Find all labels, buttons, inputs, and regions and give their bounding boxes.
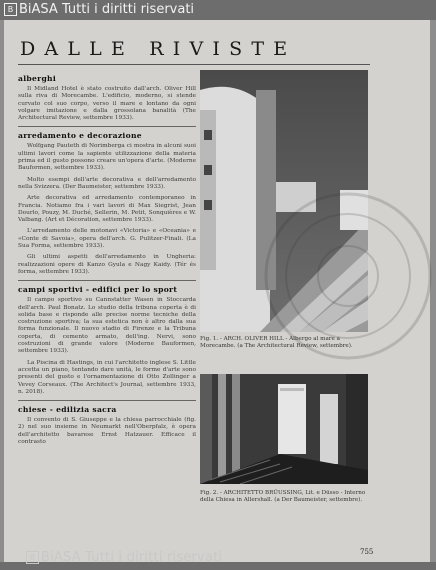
watermark-text: BiASA Tutti i diritti riservati [19,2,195,17]
library-stamp-icon [258,186,436,366]
biasa-logo-icon: B [26,551,39,564]
watermark-banner-top [0,0,436,20]
title-rule [18,64,370,65]
text-column [18,70,196,450]
paragraph: La Piscina di Hastings, in cui l'architetto inglese S. Little accetta un piano, tentando dare unità, le forme d'arte sono presenti del gusto e l'ornamentazione di Otto Zollinger a Vevey Corseaux. (The Architect's Journal, settembre 1933, n. 2018). [18,359,196,395]
figure-2-photo [200,374,368,484]
paragraph: Gli ultimi aspetti dell'arredamento in Ungheria: realizzazioni opere di Kanzo Gyula e Nagy Kaidy. (Tér és forma, settembre 1933). [18,254,196,275]
section-heading: campi sportivi - edifici per lo sport [18,285,178,295]
biasa-logo-icon: B [4,3,17,16]
paragraph: Molto esempi dell'arte decorativa e dell'arredamento nella Svizzera. (Der Baumeister, settembre 1933). [18,176,196,190]
section-heading: arredamento e decorazione [18,131,142,141]
figure-1-caption: Fig. 1. - ARCH. OLIVER HILL - Albergo al mare a Morecambe. (a The Architectural Review, settembre). [200,336,353,349]
watermark-text: BiASA Tutti i diritti riservati [41,550,223,565]
page-title: DALLE RIVISTE [20,38,297,60]
paragraph: Il convento di S. Giuseppe e la chiesa parrocchiale (fig. 2) nel suo insieme in Neumarkt nell'Oberpfalz, è opera dell'architetto bavarese Ernst Hatzauer. Efficace il contrasto [18,417,196,445]
section-divider [18,126,196,127]
paragraph: L'arredamento delle motonavi «Victoria» e «Oceania» e «Conte di Savoia», opera dell'arch. G. Pulitzer-Finali. (La Sua Forma, settembre 1933). [18,228,196,250]
figure-2-caption: Fig. 2. - ARCHITETTO BRÜUSSING, Lit. e Düsso - Interno della Chiesa in Allershall. (a Der Baumeister, settembre). [200,490,366,503]
paragraph: Il campo sportivo su Cannstatter Wasen in Stoccarda dell'arch. Paul Bonatz. Lo studio della tribuna coperta è di solida base e risponde alle precise norme tecniche della costruzione sportiva; la sua estetica non è altro dalla sua forma funzionale. Il nuovo stadio di Firenze e la Tribuna coperta, di cemento armato, dell'ing. Nervi, sono costruzioni di grande valore (Moderne Bauformen, settembre 1933). [18,297,196,355]
section-divider [18,400,196,401]
paragraph: Wolfgang Pauteth di Norimberga ci mostra in alcuni suoi ultimi lavori come la sapiente utilizzazione della materia prima ed il gusto possono creare un'opera d'arte. (Moderne Bauformen, settembre 1933). [18,143,196,172]
church-photo-graphic [200,374,368,484]
section-divider [18,280,196,281]
section-heading: chiese - edilizia sacra [18,405,117,415]
paragraph: Arte decorativa ed arredamento contemporaneo in Francia. Notiamo fra i vari lavori di Max Siegrist, Jean Dourlo, Pouzy, M. Duché, Sellerin, M. Petit, Sonquières e W. Valbang. (Art et Décoration, settembre 1933). [18,195,196,224]
paragraph: Il Midland Hotel è stato costruito dall'arch. Oliver Hill sulla riva di Morecambe. L'edificio, moderno, si stende curvato col suo corpo, verso il mare e lontano da ogni volgare imitazione e dalla grossolana banalità (The Architectural Review, settembre 1933). [18,86,196,122]
watermark-banner-bottom [26,550,222,565]
section-heading: alberghi [18,74,57,83]
page-number: 755 [360,548,374,556]
